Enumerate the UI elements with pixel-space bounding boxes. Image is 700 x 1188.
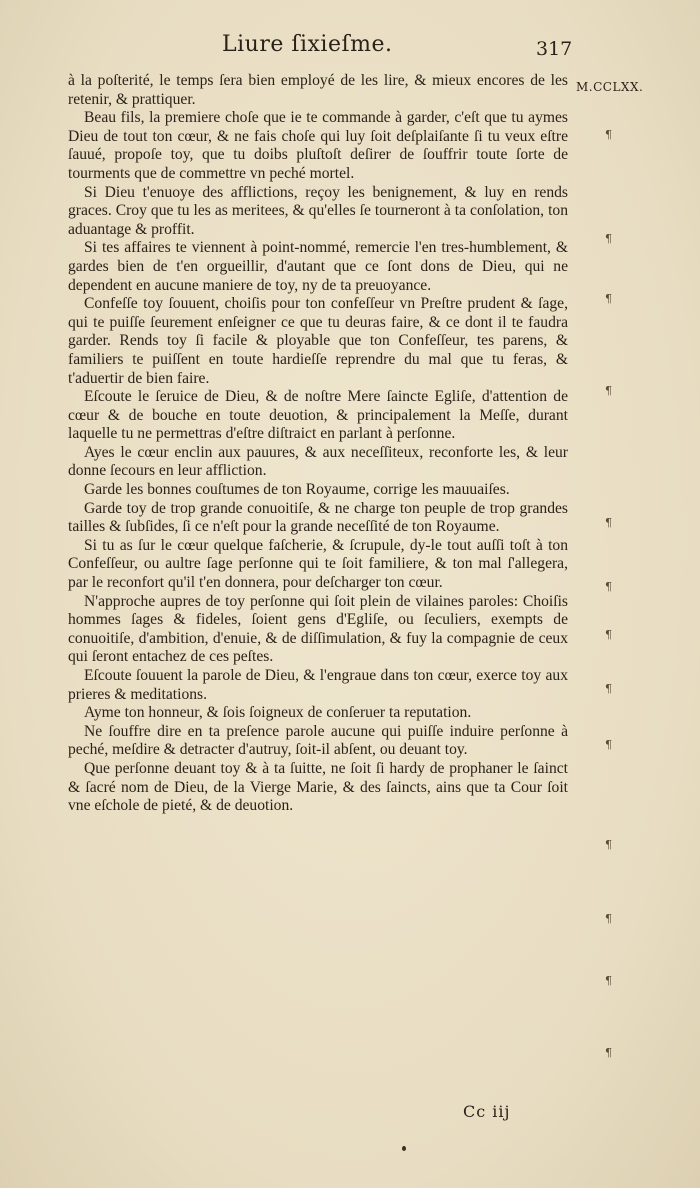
margin-mark: ¶ — [605, 974, 612, 987]
margin-mark: ¶ — [605, 516, 612, 529]
margin-mark: ¶ — [605, 628, 612, 641]
paragraph: N'approche aupres de toy perſonne qui ſoit plein de vilaines paroles: Choiſis hommes ſages & fideles, ſoient gens d'Egliſe, ou ſeculiers, exempts de conuoitiſe, d'ambition, d'enuie, & de diſſimulation, & fuy la compagnie de ceux qui ſeront entachez de ces peſtes. — [68, 592, 568, 666]
paragraph: à la poſterité, le temps ſera bien employé de les lire, & mieux encores de les retenir, & prattiquer. — [68, 72, 568, 108]
page-number: 317 — [536, 38, 573, 60]
margin-mark: ¶ — [605, 292, 612, 305]
paragraph: Que perſonne deuant toy & à ta ſuitte, ne ſoit ſi hardy de prophaner le ſainct & ſacré nom de Dieu, de la Vierge Marie, & des ſaincts, ains que ta Cour ſoit vne eſchole de pieté, & de deuotion. — [68, 759, 568, 815]
paragraph: Si tes affaires te viennent à point-nommé, remercie l'en tres-humblement, & gardes bien de t'en orgueillir, d'autant que ce ſont dons de Dieu, qui ne dependent en aucune maniere de toy, ny de ta preuoyance. — [68, 239, 568, 294]
margin-mark: ¶ — [605, 384, 612, 397]
paragraph: Si tu as ſur le cœur quelque faſcherie, & ſcrupule, dy-le tout auſſi toſt à ton Confeſſeur, ou aultre ſage perſonne qui te ſoit familiere, & ton mal ſ'allegera, par le reconfort qu'il t'en donnera, pour deſcharger ton cœur. — [68, 536, 568, 592]
paragraph: Eſcoute ſouuent la parole de Dieu, & l'engraue dans ton cœur, exerce toy aux prieres & meditations. — [68, 667, 568, 703]
paragraph: Si Dieu t'enuoye des afflictions, reçoy les benignement, & luy en rends graces. Croy que tu les as meritees, & qu'elles ſe tourneront à ta conſolation, ton aduantage & proffit. — [68, 183, 568, 238]
running-title: Liure ſixieſme. — [222, 32, 393, 57]
year-marginal-note: M.CCLXX. — [576, 80, 644, 94]
margin-mark: ¶ — [605, 580, 612, 593]
body-text — [68, 72, 568, 816]
paragraph: Garde toy de trop grande conuoitiſe, & ne charge ton peuple de trop grandes tailles & ſubſides, ſi ce n'eſt pour la grande neceſſité de ton Royaume. — [68, 499, 568, 536]
paragraph: Beau fils, la premiere choſe que ie te commande à garder, c'eſt que tu aymes Dieu de tout ton cœur, & ne fais choſe qui luy ſoit deſplaiſante ſi tu veux eſtre ſauué, propoſe toy, que tu doibs pluſtoſt deſirer de ſouffrir toute ſorte de tourments que de commettre vn peché mortel. — [68, 109, 568, 182]
paragraph: Eſcoute le ſeruice de Dieu, & de noſtre Mere ſaincte Egliſe, d'attention de cœur & de bouche en toute deuotion, & principalement la Meſſe, durant laquelle tu ne permettras d'eſtre diſtraict en parlant à perſonne. — [68, 388, 568, 443]
margin-mark: ¶ — [605, 1046, 612, 1059]
paragraph: Garde les bonnes couſtumes de ton Royaume, corrige les mauuaiſes. — [84, 481, 510, 499]
paragraph: Confeſſe toy ſouuent, choiſis pour ton confeſſeur vn Preſtre prudent & ſage, qui te puiſſe ſeurement enſeigner ce que tu deuras faire, & ce dont il te faudra garder. Rends toy ſi facile & ployable que ton Confeſſeur, tes parens, & familiers te puiſſent en toute hardieſſe reprendre du mal que tu feras, & t'aduertir de bien faire. — [68, 295, 568, 387]
paragraph: Ayme ton honneur, & ſois ſoigneux de conſeruer ta reputation. — [84, 704, 472, 722]
paragraph: Ayes le cœur enclin aux pauures, & aux neceſſiteux, reconforte les, & leur donne ſecours en leur affliction. — [68, 443, 568, 480]
margin-mark: ¶ — [605, 838, 612, 851]
margin-mark: ¶ — [605, 912, 612, 925]
margin-mark: ¶ — [605, 738, 612, 751]
margin-mark: ¶ — [605, 232, 612, 245]
signature-catchword: Cc iij — [463, 1102, 511, 1121]
margin-mark: ¶ — [605, 128, 612, 141]
margin-mark: ¶ — [605, 682, 612, 695]
paragraph: Ne ſouffre dire en ta preſence parole aucune qui puiſſe induire perſonne à peché, meſdire & detracter d'autruy, ſoit-il abſent, ou deuant toy. — [68, 722, 568, 759]
printer-dot-ornament — [402, 1146, 406, 1151]
